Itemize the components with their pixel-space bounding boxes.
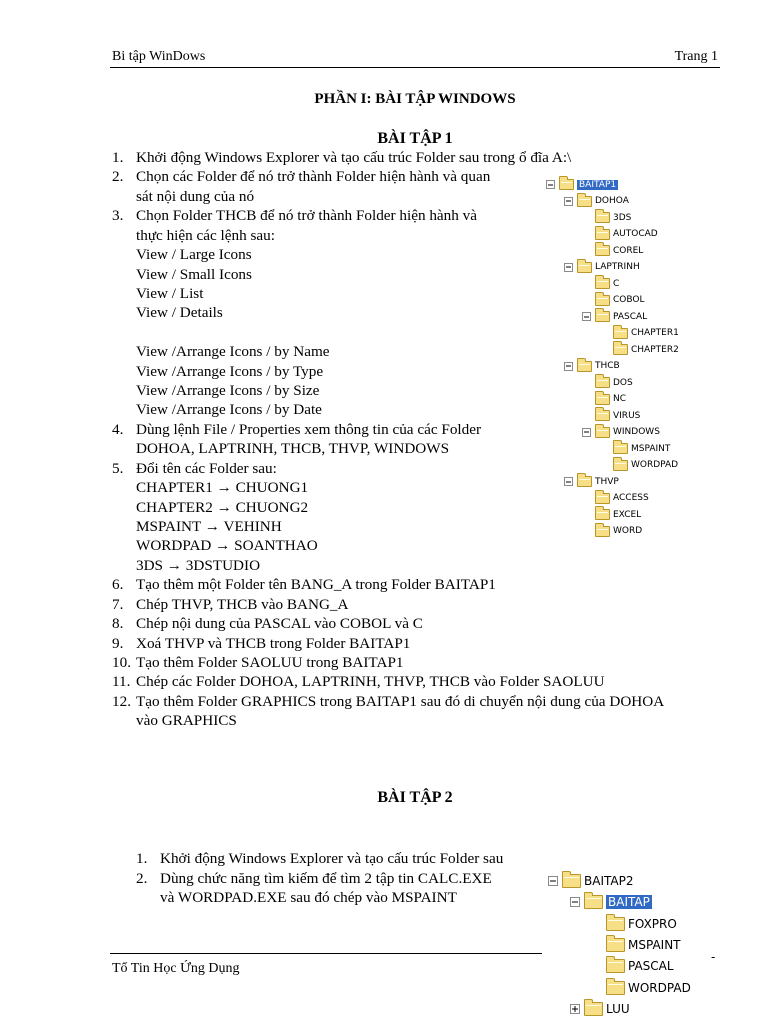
folder-icon (595, 377, 610, 388)
folder-node[interactable] (595, 295, 644, 306)
text-line (112, 692, 664, 711)
folder-label: CHAPTER2 (631, 344, 679, 355)
text-line (112, 284, 203, 303)
line-text: Tạo thêm một Folder tên BANG_A trong Folder BAITAP1 (136, 576, 496, 594)
folder-icon (559, 179, 574, 190)
text-line (112, 265, 252, 284)
text-line (112, 634, 410, 653)
part-title: PHẦN I: BÀI TẬP WINDOWS (314, 91, 516, 107)
folder-node[interactable] (582, 311, 647, 322)
folder-icon (577, 196, 592, 207)
collapse-icon[interactable] (548, 876, 558, 886)
folder-node[interactable] (564, 262, 640, 273)
folder-icon (577, 361, 592, 372)
folder-icon (613, 443, 628, 454)
folder-node[interactable] (570, 895, 652, 909)
item-number: 11. (112, 673, 131, 691)
text-line (112, 439, 449, 458)
folder-icon (606, 917, 625, 931)
item-number: 4. (112, 420, 124, 438)
folder-node[interactable] (564, 361, 620, 372)
folder-label: VIRUS (613, 410, 641, 421)
folder-node[interactable] (595, 410, 640, 421)
header-left: Bi tập WinDows (112, 49, 206, 64)
text-line (136, 849, 503, 868)
folder-label: WORDPAD (628, 980, 691, 995)
line-text: Xoá THVP và THCB trong Folder BAITAP1 (136, 634, 411, 652)
folder-label: PASCAL (613, 311, 648, 322)
text-line (112, 323, 136, 342)
folder-label: COREL (613, 245, 644, 256)
folder-node[interactable] (613, 460, 678, 471)
folder-node[interactable] (595, 509, 641, 520)
folder-node[interactable] (613, 328, 679, 339)
line-text: và WORDPAD.EXE sau đó chép vào MSPAINT (160, 889, 457, 906)
text-line (112, 187, 254, 206)
folder-icon (606, 938, 625, 952)
item-number: 5. (112, 459, 124, 477)
folder-node[interactable] (595, 245, 643, 256)
line-text: View / Large Icons (136, 246, 252, 264)
line-text: CHAPTER1 → CHUONG1 (136, 479, 309, 497)
collapse-icon[interactable] (570, 897, 580, 907)
collapse-icon[interactable] (564, 197, 573, 206)
line-text: sát nội dung của nó (136, 187, 255, 205)
item-number: 10. (112, 653, 131, 671)
folder-icon (613, 344, 628, 355)
folder-node[interactable] (595, 278, 619, 289)
folder-label: WORD (613, 526, 643, 536)
text-line (112, 362, 323, 381)
folder-label: EXCEL (613, 509, 642, 520)
text-line (112, 303, 223, 322)
folder-node[interactable] (564, 476, 619, 487)
folder-node[interactable] (595, 377, 633, 388)
folder-icon (595, 311, 610, 322)
folder-label: THCB (595, 361, 620, 371)
folder-label: FOXPRO (628, 916, 677, 931)
folder-label: CHAPTER1 (631, 328, 679, 338)
line-text: Chép các Folder DOHOA, LAPTRINH, THVP, THCB vào Folder SAOLUU (136, 673, 605, 691)
folder-label: WORDPAD (631, 460, 679, 470)
folder-label: LAPTRINH (595, 262, 640, 272)
item-number: 3. (112, 207, 124, 225)
text-line (112, 672, 605, 691)
folder-icon (577, 262, 592, 273)
line-text: View / Small Icons (136, 265, 252, 283)
folder-node[interactable] (582, 427, 660, 438)
folder-node[interactable] (595, 212, 631, 223)
collapse-icon[interactable] (582, 312, 591, 321)
footer-text: Tổ Tin Học Ứng Dụng (112, 961, 240, 976)
collapse-icon[interactable] (564, 362, 573, 371)
text-line (112, 653, 404, 672)
folder-label: BAITAP2 (584, 874, 634, 888)
folder-node[interactable] (595, 394, 626, 405)
text-line (112, 342, 330, 361)
folder-label: DOHOA (595, 196, 629, 206)
line-text: Khởi động Windows Explorer và tạo cấu trúc Folder sau trong ổ đĩa A:\ (136, 149, 572, 166)
line-text: Dùng chức năng tìm kiếm để tìm 2 tập tin CALC.EXE (160, 869, 492, 887)
expand-icon[interactable] (570, 1004, 580, 1014)
folder-icon (595, 278, 610, 289)
item-number: 9. (112, 634, 124, 652)
text-line (112, 711, 237, 730)
folder-icon (584, 895, 603, 909)
line-text: Khởi động Windows Explorer và tạo cấu trúc Folder sau (160, 850, 504, 867)
folder-node[interactable] (606, 917, 677, 931)
line-text: Tạo thêm Folder SAOLUU trong BAITAP1 (136, 653, 404, 671)
folder-icon (613, 460, 628, 471)
folder-label: LUU (606, 1001, 630, 1016)
folder-label: THVP (595, 476, 619, 487)
collapse-icon[interactable] (546, 180, 555, 189)
line-text: Chọn Folder THCB để nó trở thành Folder hiện hành và (136, 207, 477, 225)
folder-node[interactable] (613, 344, 679, 355)
text-line (112, 420, 481, 439)
line-text: View /Arrange Icons / by Date (136, 401, 322, 419)
text-line (112, 556, 260, 575)
folder-label: MSPAINT (628, 937, 681, 952)
text-line (136, 869, 492, 888)
folder-node[interactable] (546, 179, 618, 190)
line-text: DOHOA, LAPTRINH, THCB, THVP, WINDOWS (136, 440, 450, 458)
line-text: Chép THVP, THCB vào BANG_A (136, 595, 349, 613)
exercise2-title: BÀI TẬP 2 (377, 789, 453, 806)
collapse-icon[interactable] (564, 477, 573, 486)
folder-icon (595, 526, 610, 537)
item-number: 1. (112, 149, 124, 166)
folder-label: BAITAP1 (579, 179, 617, 190)
folder-label: BAITAP (608, 895, 650, 910)
folder-node[interactable] (613, 443, 670, 454)
line-text: MSPAINT → VEHINH (136, 517, 282, 535)
item-number: 8. (112, 615, 124, 633)
folder-icon (595, 427, 610, 438)
folder-icon (595, 493, 610, 504)
folder-icon (562, 874, 581, 888)
folder-icon (595, 410, 610, 421)
folder-icon (595, 229, 610, 240)
item-number: 12. (112, 692, 131, 710)
folder-label: ACCESS (613, 493, 649, 503)
text-line (112, 575, 496, 594)
folder-icon (606, 959, 625, 973)
folder-icon (595, 295, 610, 306)
folder-label: 3DS (613, 212, 632, 223)
text-line (112, 478, 308, 497)
folder-label: C (613, 278, 620, 289)
line-text: vào GRAPHICS (136, 712, 237, 730)
item-number: 1. (136, 850, 148, 867)
folder-node[interactable] (595, 526, 642, 537)
text-line (112, 148, 571, 167)
footer-rule (110, 953, 542, 954)
folder-label: WINDOWS (613, 427, 660, 437)
folder-icon (613, 328, 628, 339)
folder-node[interactable] (606, 938, 681, 952)
line-text: Chép nội dung của PASCAL vào COBOL và C (136, 615, 423, 633)
folder-node[interactable] (595, 493, 649, 504)
folder-label: PASCAL (628, 959, 674, 974)
folder-label: AUTOCAD (613, 229, 658, 239)
text-line (112, 595, 349, 614)
folder-icon (595, 509, 610, 520)
collapse-icon[interactable] (564, 263, 573, 272)
folder-node[interactable] (564, 196, 629, 207)
folder-node[interactable] (595, 229, 658, 240)
text-line (112, 536, 318, 555)
folder-icon (577, 476, 592, 487)
text-line (112, 381, 319, 400)
text-line (112, 459, 277, 478)
text-line (112, 206, 477, 225)
folder-icon (606, 981, 625, 995)
text-line (112, 517, 282, 536)
folder-label: MSPAINT (631, 443, 671, 454)
collapse-icon[interactable] (582, 428, 591, 437)
exercise1-title: BÀI TẬP 1 (377, 130, 453, 147)
header-rule (110, 67, 720, 68)
folder-icon (595, 394, 610, 405)
header-page-number: Trang 1 (674, 49, 718, 64)
text-line (112, 245, 252, 264)
folder-label: DOS (613, 377, 633, 388)
folder-icon (584, 1002, 603, 1016)
item-number: 6. (112, 576, 124, 594)
text-line (112, 614, 423, 633)
folder-label: COBOL (613, 295, 645, 305)
line-text: 3DS → 3DSTUDIO (136, 556, 261, 574)
folder-icon (595, 245, 610, 256)
line-text: thực hiện các lệnh sau: (136, 226, 275, 244)
line-text: Tạo thêm Folder GRAPHICS trong BAITAP1 sau đó di chuyển nội dung của DOHOA (136, 692, 665, 710)
text-line (112, 400, 322, 419)
folder-node[interactable] (570, 1002, 630, 1016)
line-text: View /Arrange Icons / by Size (136, 382, 320, 400)
text-line (112, 498, 308, 517)
text-line (112, 226, 275, 245)
folder-icon (595, 212, 610, 223)
text-line (112, 167, 490, 186)
line-text: View / Details (136, 304, 223, 322)
line-text: View /Arrange Icons / by Type (136, 362, 324, 380)
folder-label: NC (613, 394, 627, 404)
line-text: View / List (136, 284, 204, 302)
line-text: View /Arrange Icons / by Name (136, 343, 330, 361)
item-number: 2. (136, 869, 148, 887)
folder-node[interactable] (606, 981, 691, 995)
line-text: Dùng lệnh File / Properties xem thông tin của các Folder (136, 420, 482, 438)
line-text: CHAPTER2 → CHUONG2 (136, 498, 309, 516)
folder-node[interactable] (606, 959, 674, 973)
text-line (136, 888, 457, 907)
item-number: 7. (112, 595, 124, 613)
footer-mark: - (711, 950, 716, 964)
folder-node[interactable] (548, 874, 633, 888)
line-text: Đổi tên các Folder sau: (136, 459, 277, 477)
item-number: 2. (112, 168, 124, 186)
line-text: WORDPAD → SOANTHAO (136, 537, 318, 555)
line-text: Chọn các Folder để nó trở thành Folder hiện hành và quan (136, 168, 491, 186)
